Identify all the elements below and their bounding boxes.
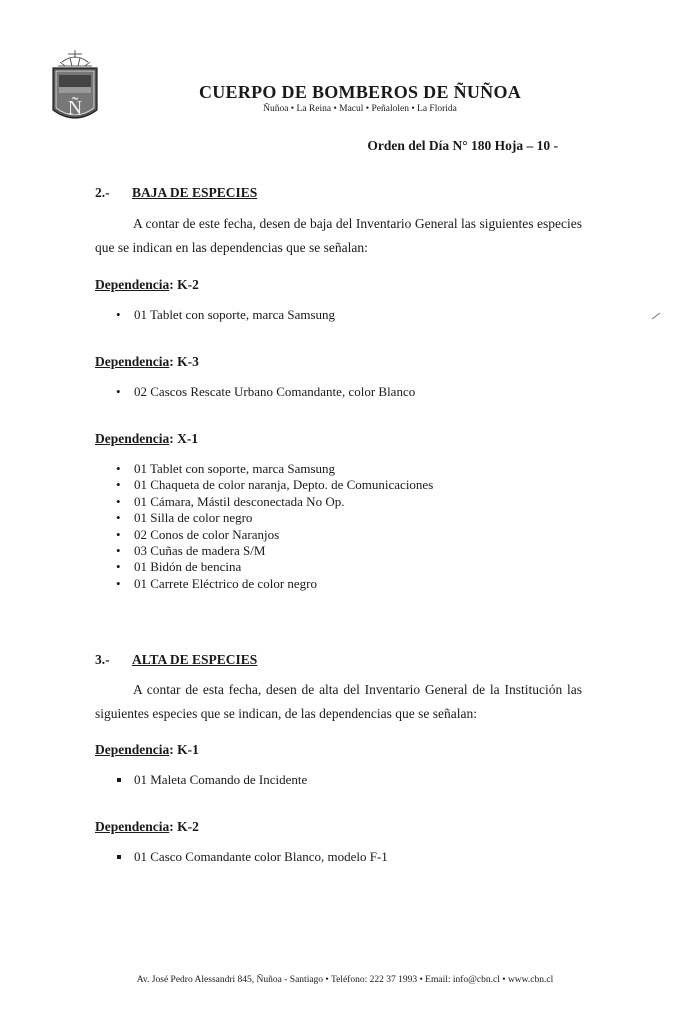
list-item: • 01 Chaqueta de color naranja, Depto. de Comunicaciones xyxy=(116,477,433,493)
list-item: 01 Maleta Comando de Incidente xyxy=(116,772,307,788)
dependency-item-list xyxy=(116,849,388,865)
dependency-heading: Dependencia: X-1 xyxy=(95,431,199,446)
organization-communes: Ñuñoa • La Reina • Macul • Peñalolen • La Florida xyxy=(263,104,457,114)
list-item: • 01 Carrete Eléctrico de color negro xyxy=(116,576,433,592)
list-item: • 01 Bidón de bencina xyxy=(116,559,433,575)
list-item: • 03 Cuñas de madera S/M xyxy=(116,543,433,559)
margin-pen-mark xyxy=(651,312,661,320)
section-2-title: BAJA DE ESPECIES xyxy=(132,185,258,200)
section-3-paragraph: A contar de esta fecha, desen de alta del Inventario General de la Institución las siguientes especies que se indican, de las dependencias que se señalan: xyxy=(95,682,582,721)
seal-letter: Ñ xyxy=(67,97,83,119)
list-item: 01 Casco Comandante color Blanco, modelo F-1 xyxy=(116,849,388,865)
dependency-item-list xyxy=(116,307,335,323)
list-item: • 01 Tablet con soporte, marca Samsung xyxy=(116,307,335,323)
organization-name: CUERPO DE BOMBEROS DE ÑUÑOA xyxy=(198,82,522,102)
list-item: • 01 Tablet con soporte, marca Samsung xyxy=(116,461,433,477)
list-item: • 02 Conos de color Naranjos xyxy=(116,527,433,543)
list-item: • 02 Cascos Rescate Urbano Comandante, color Blanco xyxy=(116,384,415,400)
dependency-item-list xyxy=(116,384,415,400)
footer-contact: Av. José Pedro Alessandri 845, Ñuñoa - Santiago • Teléfono: 222 37 1993 • Email: info@cbn.cl • www.cbn.cl xyxy=(136,975,554,985)
dependency-heading: Dependencia: K-2 xyxy=(95,819,199,834)
section-3-title: ALTA DE ESPECIES xyxy=(132,652,258,667)
order-of-day-line: Orden del Día N° 180 Hoja – 10 - xyxy=(367,138,558,153)
dependency-heading: Dependencia: K-3 xyxy=(95,354,199,369)
dependency-heading: Dependencia: K-1 xyxy=(95,742,199,757)
list-item: • 01 Silla de color negro xyxy=(116,510,433,526)
section-3-number: 3.- xyxy=(95,652,110,667)
section-2-paragraph: A contar de este fecha, desen de baja del Inventario General las siguientes especies que se indican en las dependencias que se señalan: xyxy=(95,216,582,255)
section-2-number: 2.- xyxy=(95,185,110,200)
dependency-heading: Dependencia: K-2 xyxy=(95,277,199,292)
dependency-item-list xyxy=(116,461,433,592)
dependency-item-list xyxy=(116,772,307,788)
list-item: • 01 Cámara, Mástil desconectada No Op. xyxy=(116,494,433,510)
